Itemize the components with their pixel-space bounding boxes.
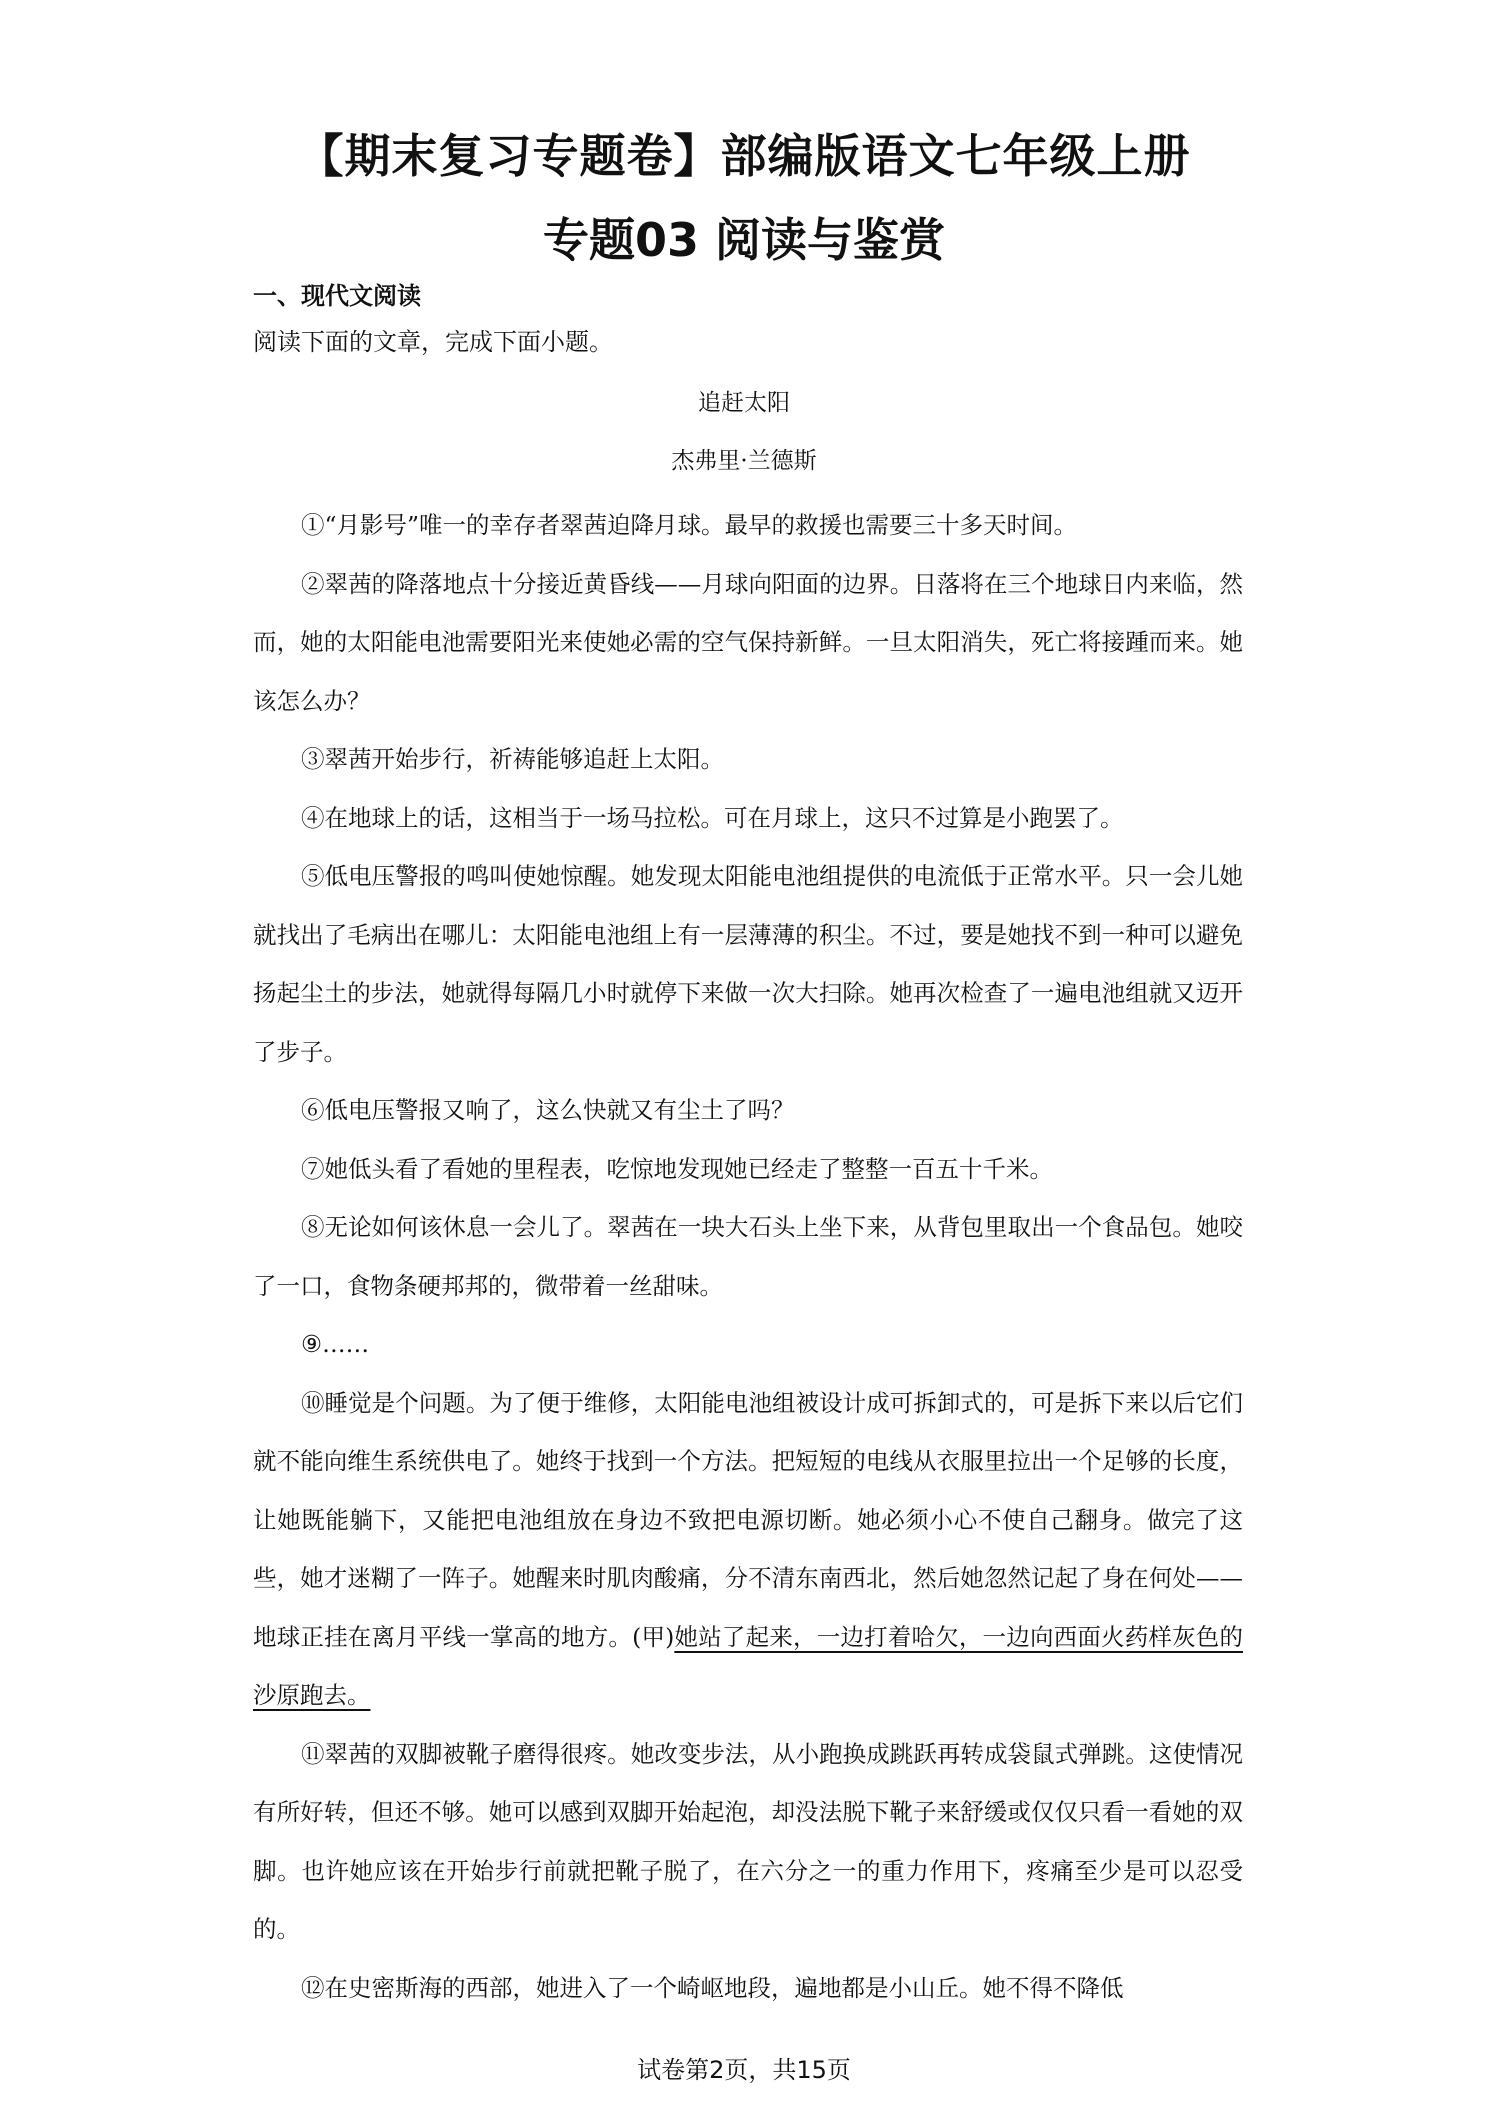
paragraph-text: ⑩睡觉是个问题。为了便于维修，太阳能电池组被设计成可拆卸式的，可是拆下来以后它们就不能向维生系统供电了。她终于找到一个方法。把短短的电线从衣服里拉出一个足够的长度，让她既能躺下，又能把电池组放在身边不致把电源切断。她必须小心不使自己翻身。做完了这些，她才迷糊了一阵子。她醒来时肌肉酸痛，分不清东南西北，然后她忽然记起了身在何处——地球正挂在离月平线一掌高的地方。(甲) bbox=[253, 1388, 1243, 1651]
paragraph-text: ⑨…… bbox=[301, 1330, 370, 1358]
paragraph-text: ⑤低电压警报的鸣叫使她惊醒。她发现太阳能电池组提供的电流低于正常水平。只一会儿她就找出了毛病出在哪儿：太阳能电池组上有一层薄薄的积尘。不过，要是她找不到一种可以避免扬起尘土的步法，她就得每隔几小时就停下来做一次大扫除。她再次检查了一遍电池组就又迈开了步子。 bbox=[253, 862, 1243, 1066]
page-title: 【期末复习专题卷】部编版语文七年级上册 bbox=[297, 129, 1191, 183]
article-paragraph bbox=[253, 1374, 1243, 1725]
article-paragraph bbox=[253, 1140, 1243, 1199]
article-paragraph bbox=[253, 1959, 1243, 2018]
paragraph-text: ②翠茜的降落地点十分接近黄昏线——月球向阳面的边界。日落将在三个地球日内来临，然而，她的太阳能电池需要阳光来使她必需的空气保持新鲜。一旦太阳消失，死亡将接踵而来。她该怎么办？ bbox=[253, 569, 1243, 715]
paragraph-text: ③翠茜开始步行，祈祷能够追赶上太阳。 bbox=[301, 745, 724, 773]
paragraph-text: ⑫在史密斯海的西部，她进入了一个崎岖地段，遍地都是小山丘。她不得不降低 bbox=[301, 1973, 1124, 2002]
section-heading: 一、现代文阅读 bbox=[253, 282, 421, 310]
paragraph-text: ⑧无论如何该休息一会儿了。翠茜在一块大石头上坐下来，从背包里取出一个食品包。她咬了一口，食物条硬邦邦的，微带着一丝甜味。 bbox=[253, 1213, 1243, 1300]
article-body bbox=[253, 496, 1243, 2017]
section-instruction: 阅读下面的文章，完成下面小题。 bbox=[253, 328, 613, 356]
paragraph-text: ⑥低电压警报又响了，这么快就又有尘土了吗？ bbox=[301, 1096, 795, 1124]
article-paragraph bbox=[253, 1725, 1243, 1959]
article-author: 杰弗里·兰德斯 bbox=[671, 448, 817, 474]
underlined-sentence-jia: 她站了起来，一边打着哈欠，一边向西面火药样灰色的沙原跑去。 bbox=[253, 1622, 1244, 1709]
article-paragraph bbox=[253, 496, 1243, 555]
article-paragraph bbox=[253, 1081, 1243, 1140]
article-paragraph bbox=[253, 847, 1243, 1081]
page-number-footer: 试卷第2页，共15页 bbox=[637, 2056, 851, 2084]
article-paragraph bbox=[253, 1315, 1243, 1374]
article-paragraph bbox=[253, 555, 1243, 731]
paragraph-text: ④在地球上的话，这相当于一场马拉松。可在月球上，这只不过算是小跑罢了。 bbox=[301, 803, 1124, 832]
article-paragraph bbox=[253, 789, 1243, 848]
page-subtitle: 专题03 阅读与鉴赏 bbox=[542, 213, 946, 267]
article-paragraph bbox=[253, 1198, 1243, 1315]
paragraph-text: ①“月影号”唯一的幸存者翠茜迫降月球。最早的救援也需要三十多天时间。 bbox=[301, 511, 1078, 539]
paragraph-text: ⑪翠茜的双脚被靴子磨得很疼。她改变步法，从小跑换成跳跃再转成袋鼠式弹跳。这使情况有所好转，但还不够。她可以感到双脚开始起泡，却没法脱下靴子来舒缓或仅仅只看一看她的双脚。也许她应该在开始步行前就把靴子脱了，在六分之一的重力作用下，疼痛至少是可以忍受的。 bbox=[253, 1739, 1243, 1943]
paragraph-text: ⑦她低头看了看她的里程表，吃惊地发现她已经走了整整一百五十千米。 bbox=[301, 1154, 1053, 1183]
article-paragraph bbox=[253, 730, 1243, 789]
article-title: 追赶太阳 bbox=[698, 390, 790, 416]
